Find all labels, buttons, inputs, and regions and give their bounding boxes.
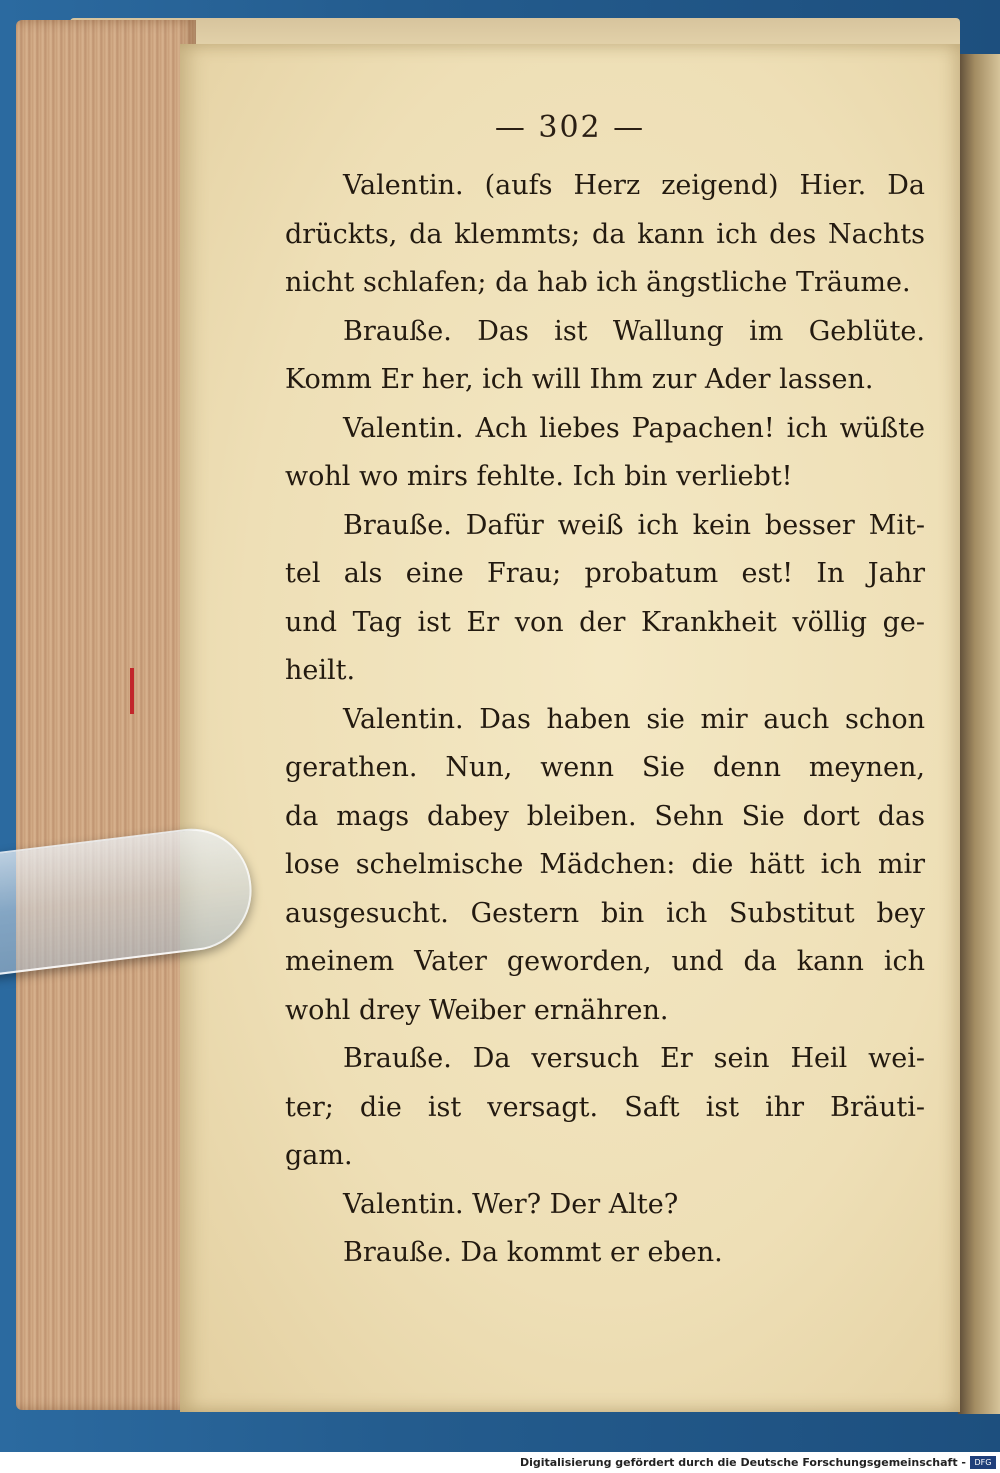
page-text xyxy=(285,162,925,1278)
text-line: lose schelmische Mädchen: die hätt ich mir xyxy=(285,849,925,880)
digitization-footer xyxy=(0,1452,1000,1473)
text-line: drückts, da klemmts; da kann ich des Nachts xyxy=(285,218,925,250)
text-line: Brauße. Da kommt er eben. xyxy=(343,1237,723,1268)
text-line: Brauße. Dafür weiß ich kein besser Mit- xyxy=(343,509,925,541)
text-line: und Tag ist Er von der Krankheit völlig ge- xyxy=(285,606,925,638)
text-line: da mags dabey bleiben. Sehn Sie dort das xyxy=(285,800,925,832)
text-line: wohl drey Weiber ernähren. xyxy=(285,994,669,1026)
text-line: tel als eine Frau; probatum est! In Jahr xyxy=(285,558,925,589)
text-line: Brauße. Da versuch Er sein Heil wei- xyxy=(343,1043,925,1074)
text-line: nicht schlafen; da hab ich ängstliche Träume. xyxy=(285,267,911,298)
text-line: ter; die ist versagt. Saft ist ihr Bräuti- xyxy=(285,1091,925,1123)
red-bookmark-mark xyxy=(130,668,134,714)
text-line: Brauße. Das ist Wallung im Geblüte. xyxy=(343,315,925,347)
text-line: ausgesucht. Gestern bin ich Substitut bey xyxy=(285,897,925,929)
text-line: Valentin. (aufs Herz zeigend) Hier. Da xyxy=(343,170,925,201)
footer-text: Digitalisierung gefördert durch die Deutsche Forschungsgemeinschaft - xyxy=(519,1456,966,1469)
text-line: heilt. xyxy=(285,655,356,686)
text-line: wohl wo mirs fehlte. Ich bin verliebt! xyxy=(285,461,793,492)
text-line: gerathen. Nun, wenn Sie denn meynen, xyxy=(285,752,925,783)
book-page xyxy=(180,44,960,1412)
page-number: — 302 — xyxy=(494,110,646,145)
text-line: Valentin. Ach liebes Papachen! ich wüßte xyxy=(343,412,925,444)
text-line: Valentin. Wer? Der Alte? xyxy=(343,1188,679,1220)
text-line: Komm Er her, ich will Ihm zur Ader lassen. xyxy=(285,364,874,395)
book-page-edges xyxy=(16,20,196,1410)
dfg-logo-icon: DFG xyxy=(970,1456,996,1469)
text-line: Valentin. Das haben sie mir auch schon xyxy=(343,703,925,735)
book-gutter xyxy=(958,54,1000,1414)
text-line: gam. xyxy=(285,1140,353,1171)
text-line: meinem Vater geworden, und da kann ich xyxy=(285,946,925,977)
